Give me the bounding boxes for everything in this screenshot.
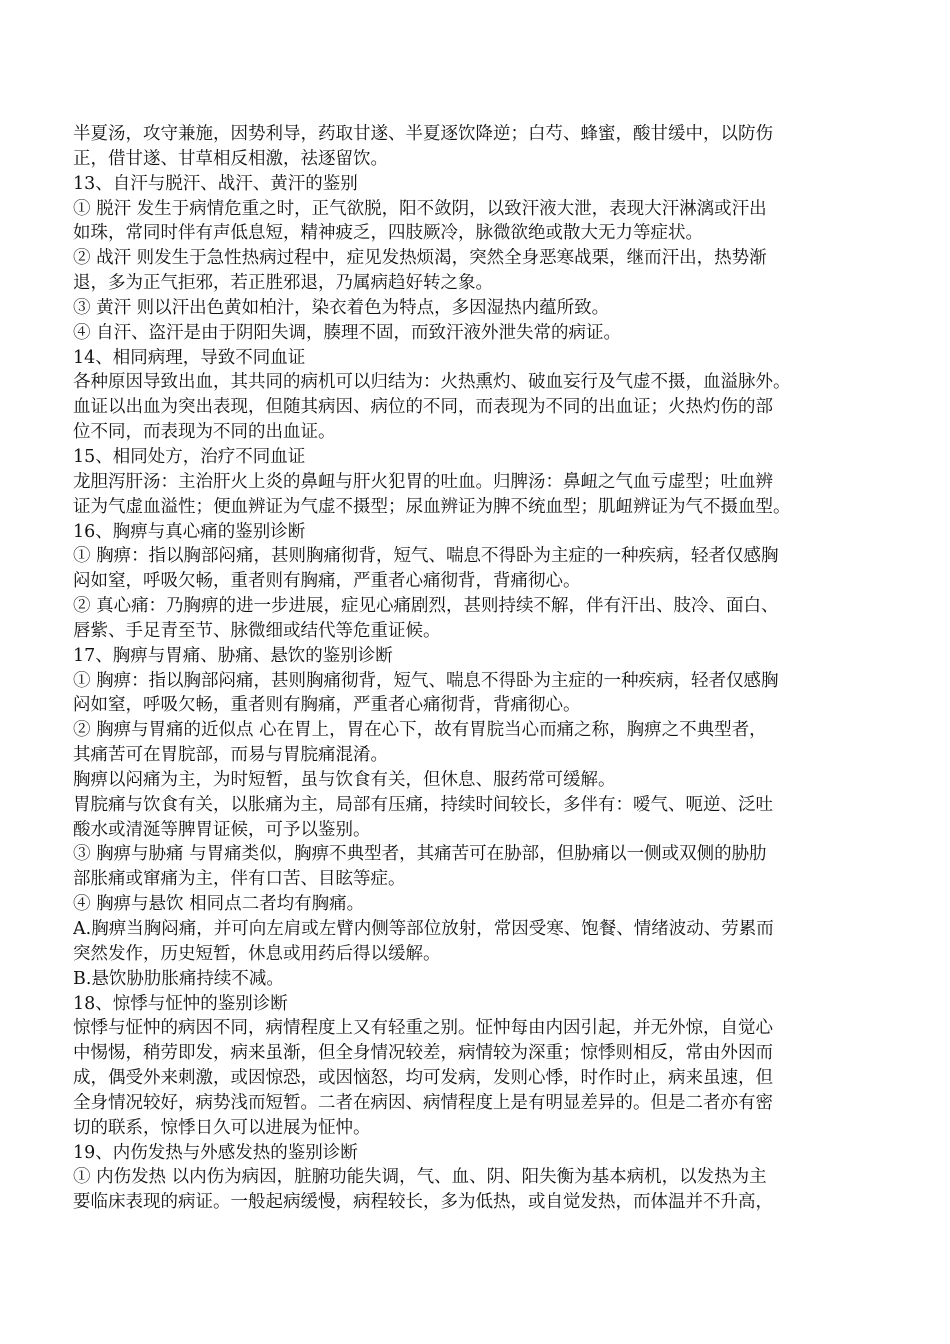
text-line: ② 真心痛：乃胸痹的进一步进展，症见心痛剧烈，甚则持续不解，伴有汗出、肢冷、面白、 bbox=[73, 596, 779, 617]
text-line: ① 内伤发热 以内伤为病因，脏腑功能失调，气、血、阴、阳失衡为基本病机，以发热为主 bbox=[73, 1167, 767, 1188]
text-line: 半夏汤，攻守兼施，因势利导，药取甘遂、半夏逐饮降逆；白芍、蜂蜜，酸甘缓中，以防伤 bbox=[73, 124, 773, 144]
text-line: 切的联系，惊悸日久可以进展为怔忡。 bbox=[73, 1117, 371, 1138]
text-line: 胸痹以闷痛为主，为时短暂，虽与饮食有关，但休息、服药常可缓解。 bbox=[73, 769, 616, 790]
text-line: 位不同，而表现为不同的出血证。 bbox=[73, 422, 336, 443]
text-line: 正，借甘遂、甘草相反相激，祛逐留饮。 bbox=[73, 148, 388, 169]
text-line: 18、惊悸与怔忡的鉴别诊断 bbox=[73, 993, 288, 1014]
text-line: 14、相同病理，导致不同血证 bbox=[73, 347, 306, 368]
text-line: 13、自汗与脱汗、战汗、黄汗的鉴别 bbox=[73, 173, 358, 194]
document-page bbox=[73, 122, 863, 1215]
text-line: 唇紫、手足青至节、脉微细或结代等危重证候。 bbox=[73, 620, 441, 641]
text-line: 要临床表现的病证。一般起病缓慢，病程较长，多为低热，或自觉发热，而体温并不升高， bbox=[73, 1192, 773, 1213]
text-line: 突然发作，历史短暂，休息或用药后得以缓解。 bbox=[73, 943, 441, 964]
text-line: 血证以出血为突出表现，但随其病因、病位的不同，而表现为不同的出血证；火热灼伤的部 bbox=[73, 397, 773, 418]
text-line: ① 胸痹：指以胸部闷痛，甚则胸痛彻背，短气、喘息不得卧为主症的一种疾病，轻者仅感胸 bbox=[73, 546, 779, 567]
text-line: 部胀痛或窜痛为主，伴有口苦、目眩等症。 bbox=[73, 869, 406, 890]
text-line: 19、内伤发热与外感发热的鉴别诊断 bbox=[73, 1142, 358, 1163]
text-line: ① 胸痹：指以胸部闷痛，甚则胸痛彻背，短气、喘息不得卧为主症的一种疾病，轻者仅感胸 bbox=[73, 670, 779, 691]
text-line: 龙胆泻肝汤：主治肝火上炎的鼻衄与肝火犯胃的吐血。归脾汤：鼻衄之气血亏虚型；吐血辨 bbox=[73, 471, 773, 492]
text-line: 其痛苦可在胃脘部，而易与胃脘痛混淆。 bbox=[73, 745, 388, 766]
text-line: 胃脘痛与饮食有关，以胀痛为主，局部有压痛，持续时间较长，多伴有：嗳气、呃逆、泛吐 bbox=[73, 794, 773, 815]
text-line: B.悬饮胁肋胀痛持续不减。 bbox=[73, 968, 284, 989]
text-line: A.胸痹当胸闷痛，并可向左肩或左臂内侧等部位放射，常因受寒、饱餐、情绪波动、劳累而 bbox=[73, 919, 774, 939]
text-line: 闷如窒，呼吸欠畅，重者则有胸痛，严重者心痛彻背，背痛彻心。 bbox=[73, 695, 581, 716]
text-line: 17、胸痹与胃痛、胁痛、悬饮的鉴别诊断 bbox=[73, 645, 393, 666]
text-line: ③ 黄汗 则以汗出色黄如柏汁，染衣着色为特点，多因湿热内蕴所致。 bbox=[73, 297, 610, 318]
text-line: ② 胸痹与胃痛的近似点 心在胃上，胃在心下，故有胃脘当心而痛之称，胸痹之不典型者， bbox=[73, 720, 767, 741]
text-line: 惊悸与怔忡的病因不同，病情程度上又有轻重之别。怔忡每由内因引起，并无外惊，自觉心 bbox=[73, 1018, 773, 1039]
text-line: 如珠，常同时伴有声低息短，精神疲乏，四肢厥冷，脉微欲绝或散大无力等症状。 bbox=[73, 223, 703, 244]
text-line: 证为气虚血溢性；便血辨证为气虚不摄型；尿血辨证为脾不统血型；肌衄辨证为气不摄血型。 bbox=[73, 496, 791, 517]
text-line: ② 战汗 则发生于急性热病过程中，症见发热烦渴，突然全身恶寒战栗，继而汗出，热势渐 bbox=[73, 248, 767, 269]
text-line: 各种原因导致出血，其共同的病机可以归结为：火热熏灼、破血妄行及气虚不摄，血溢脉外。 bbox=[73, 372, 791, 393]
text-line: 16、胸痹与真心痛的鉴别诊断 bbox=[73, 521, 306, 542]
text-line: ④ 胸痹与悬饮 相同点二者均有胸痛。 bbox=[73, 894, 365, 915]
text-line: 退，多为正气拒邪，若正胜邪退，乃属病趋好转之象。 bbox=[73, 273, 493, 294]
text-line: 中惕惕，稍劳即发，病来虽渐，但全身情况较差，病情较为深重；惊悸则相反，常由外因而 bbox=[73, 1043, 773, 1064]
text-line: ① 脱汗 发生于病情危重之时，正气欲脱，阳不敛阴，以致汗液大泄，表现大汗淋漓或汗出 bbox=[73, 198, 767, 219]
text-line: 闷如窒，呼吸欠畅，重者则有胸痛，严重者心痛彻背，背痛彻心。 bbox=[73, 571, 581, 592]
text-line: 全身情况较好，病势浅而短暂。二者在病因、病情程度上是有明显差异的。但是二者亦有密 bbox=[73, 1092, 773, 1113]
text-line: 15、相同处方，治疗不同血证 bbox=[73, 446, 306, 467]
text-line: 酸水或清涎等脾胃证候，可予以鉴别。 bbox=[73, 819, 371, 840]
text-line: 成，偶受外来刺激，或因惊恐，或因恼怒，均可发病，发则心悸，时作时止，病来虽速，但 bbox=[73, 1068, 773, 1089]
text-line: ③ 胸痹与胁痛 与胃痛类似，胸痹不典型者，其痛苦可在胁部，但胁痛以一侧或双侧的胁肋 bbox=[73, 844, 767, 865]
text-line: ④ 自汗、盗汗是由于阴阳失调，腠理不固，而致汗液外泄失常的病证。 bbox=[73, 322, 622, 343]
